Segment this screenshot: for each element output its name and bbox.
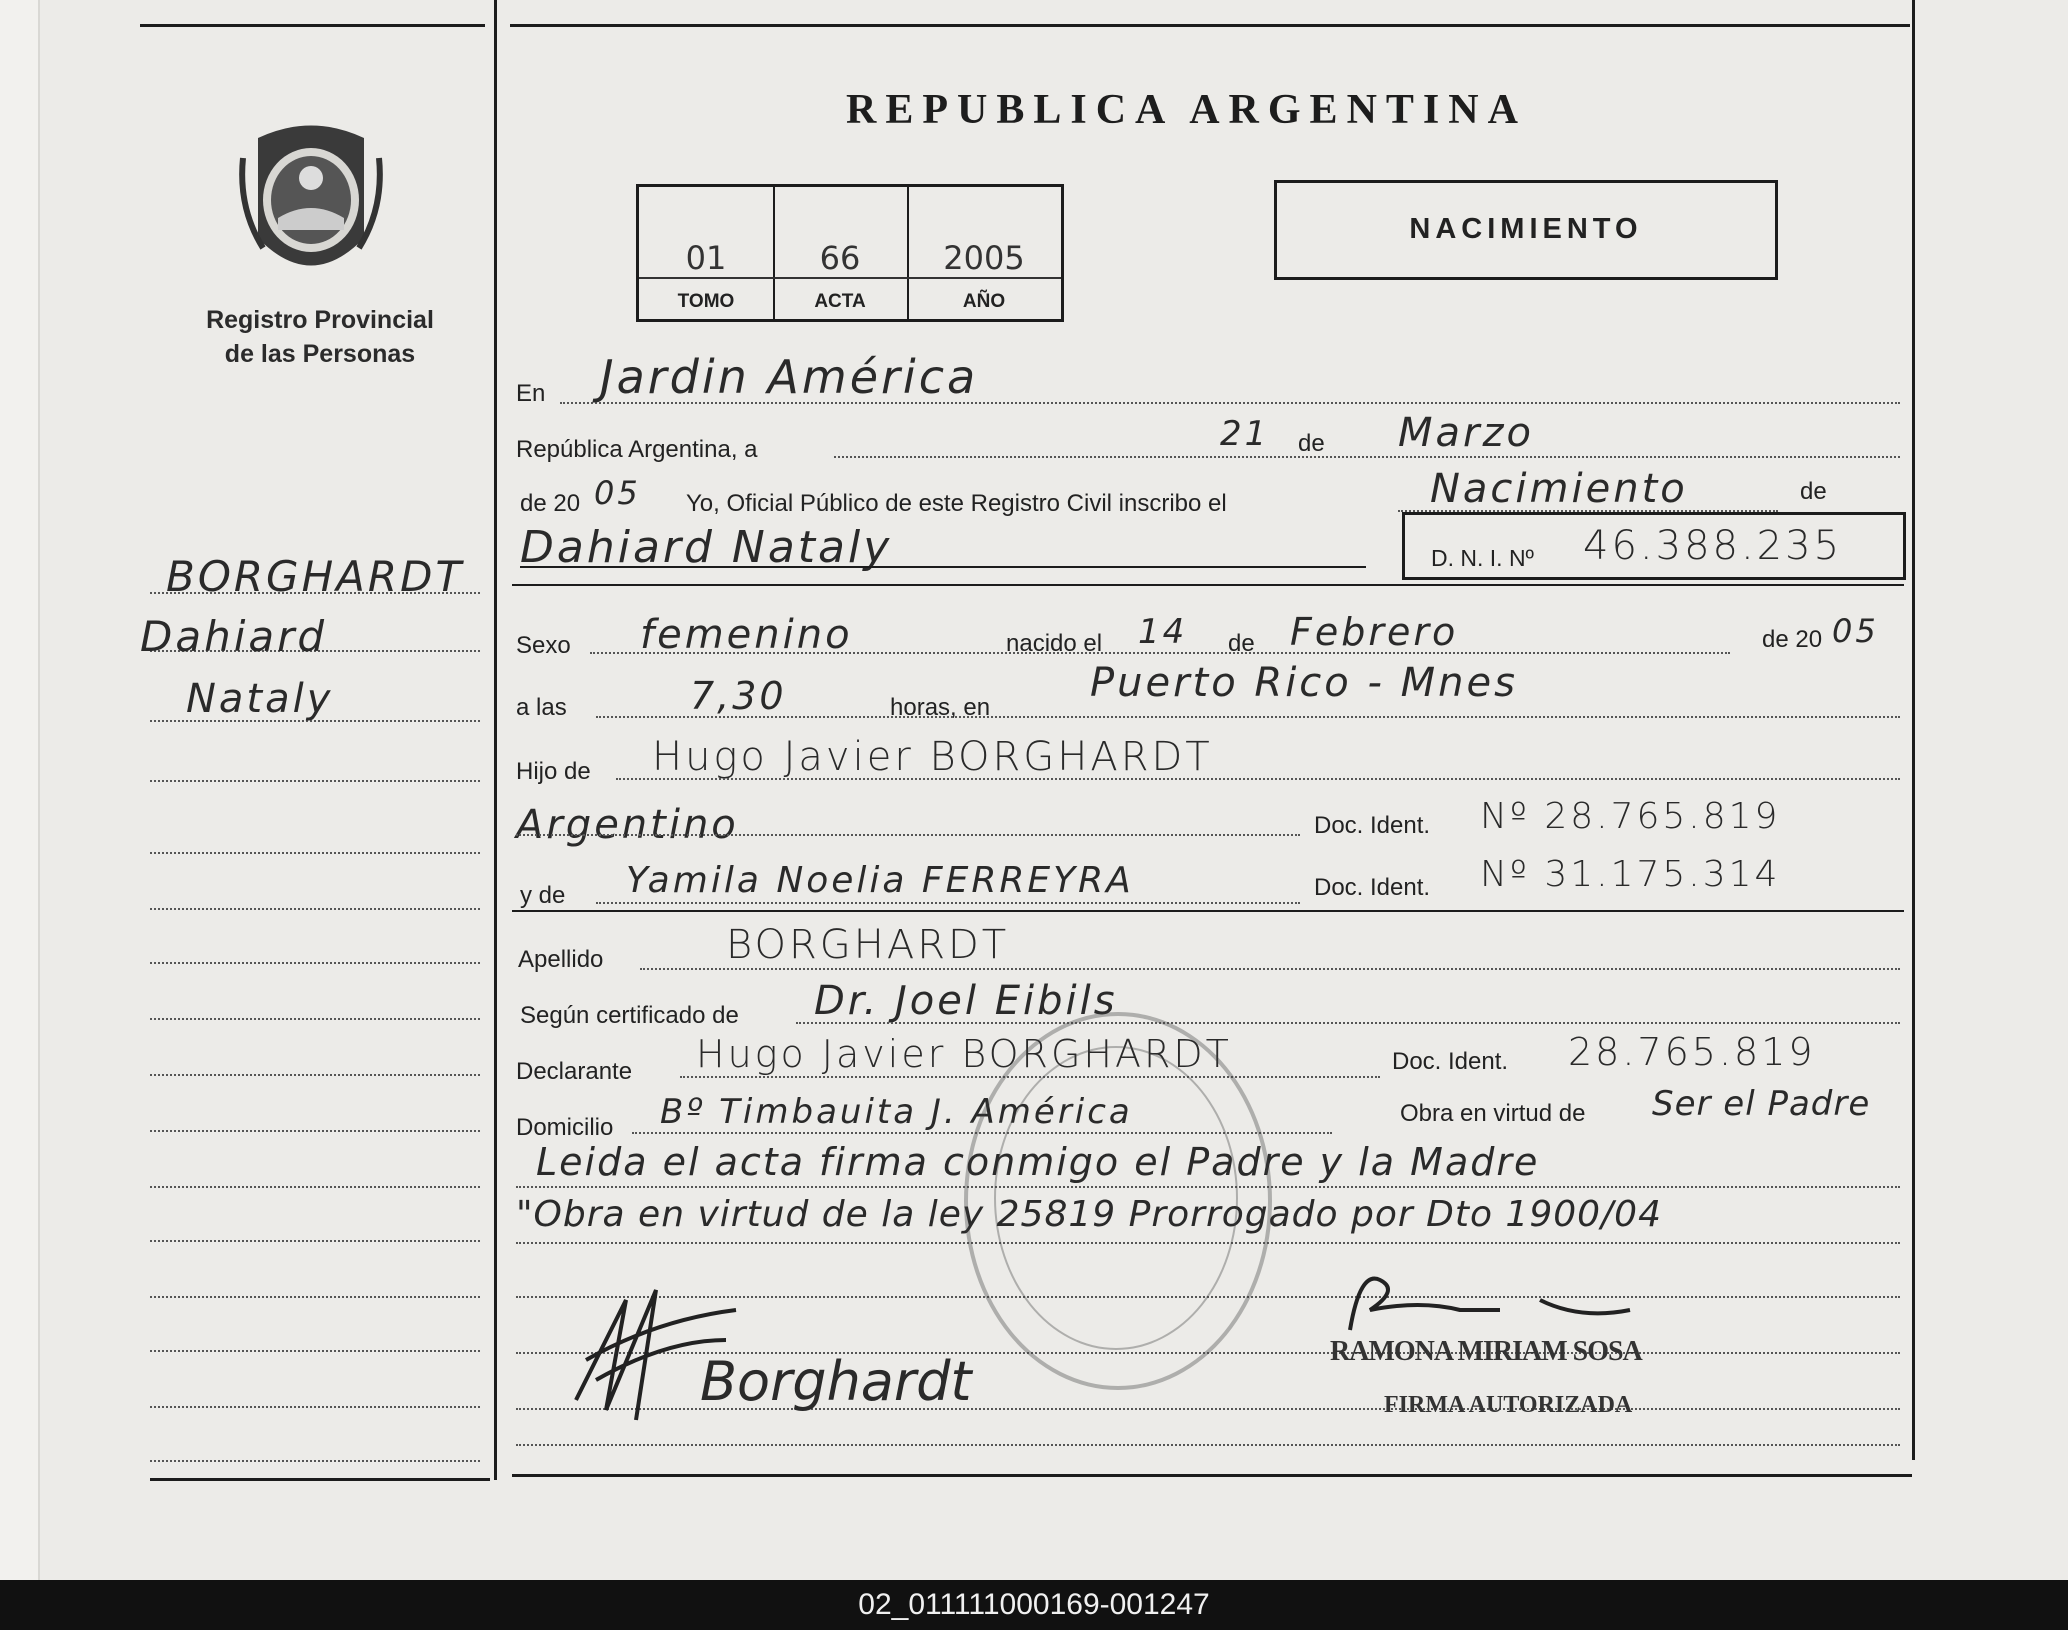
right-border bbox=[1912, 0, 1915, 1460]
side-name2: Nataly bbox=[186, 676, 334, 722]
registry-line1: Registro Provincial bbox=[206, 306, 434, 334]
value-year: 05 bbox=[594, 474, 641, 512]
value-padre: Hugo Javier BORGHARDT bbox=[652, 734, 1213, 780]
label-sexo: Sexo bbox=[516, 632, 571, 659]
value-obra: Ser el Padre bbox=[1652, 1084, 1871, 1124]
value-madre-doc: Nº 31.175.314 bbox=[1480, 854, 1781, 895]
label-de3: de bbox=[1228, 630, 1255, 657]
value-month: Marzo bbox=[1398, 410, 1534, 456]
value-birth-month: Febrero bbox=[1290, 610, 1459, 654]
left-dotted-line bbox=[150, 1240, 480, 1242]
side-surname: BORGHARDT bbox=[166, 552, 465, 601]
type-box bbox=[1274, 180, 1778, 280]
ano-label: AÑO bbox=[962, 291, 1006, 312]
form-dotted-line bbox=[616, 778, 1900, 780]
label-apellido: Apellido bbox=[518, 946, 604, 973]
section-rule bbox=[512, 910, 1904, 912]
label-birth-year: de 20 bbox=[1762, 626, 1823, 653]
value-sexo: femenino bbox=[640, 612, 853, 658]
value-padre-doc: Nº 28.765.819 bbox=[1480, 796, 1781, 837]
left-dotted-line bbox=[150, 1018, 480, 1020]
value-domicilio: Bº Timbauita J. América bbox=[660, 1092, 1133, 1132]
label-year: de 20 bbox=[520, 490, 581, 517]
label-doc-padre: Doc. Ident. bbox=[1314, 812, 1431, 839]
official-signature-icon bbox=[1340, 1270, 1640, 1340]
label-en: En bbox=[516, 380, 546, 407]
label-yo: Yo, Oficial Público de este Registro Civil inscribo el bbox=[686, 490, 1227, 517]
declarante-signature: Borghardt bbox=[700, 1350, 972, 1413]
column-divider bbox=[494, 0, 497, 1480]
label-de2: de bbox=[1800, 478, 1827, 505]
type-box-label: NACIMIENTO bbox=[1409, 213, 1643, 245]
label-doc-madre: Doc. Ident. bbox=[1314, 874, 1431, 901]
section-rule bbox=[512, 584, 1904, 586]
label-doc-declarante: Doc. Ident. bbox=[1392, 1048, 1509, 1075]
left-dotted-line bbox=[150, 1460, 480, 1462]
left-dotted-line bbox=[150, 1350, 480, 1352]
form-dotted-line bbox=[834, 456, 1900, 458]
value-child-name: Dahiard Nataly bbox=[520, 522, 893, 573]
scan-id-footer: 02_011111000169-001247 bbox=[0, 1580, 2068, 1630]
left-dotted-line bbox=[150, 908, 480, 910]
left-dotted-line bbox=[150, 1296, 480, 1298]
note-line2: "Obra en virtud de la ley 25819 Prorrogado por Dto 1900/04 bbox=[516, 1194, 1662, 1235]
value-dni: 46.388.235 bbox=[1583, 523, 1843, 569]
bottom-rule-right bbox=[512, 1474, 1912, 1477]
form-dotted-line bbox=[640, 968, 1900, 970]
value-segun: Dr. Joel Eibils bbox=[814, 978, 1118, 1024]
label-domicilio: Domicilio bbox=[516, 1114, 614, 1141]
form-dotted-line bbox=[596, 902, 1300, 904]
left-dotted-line bbox=[150, 962, 480, 964]
tomo-label: TOMO bbox=[677, 291, 735, 312]
top-rule-left bbox=[140, 24, 485, 27]
label-y-de: y de bbox=[520, 882, 566, 909]
left-dotted-line bbox=[150, 780, 480, 782]
left-dotted-line bbox=[150, 1130, 480, 1132]
label-hijo: Hijo de bbox=[516, 758, 591, 785]
value-inscribo: Nacimiento bbox=[1430, 466, 1688, 512]
left-dotted-line bbox=[150, 1186, 480, 1188]
top-rule-right bbox=[510, 24, 1910, 27]
form-dotted-line bbox=[590, 652, 1730, 654]
value-madre: Yamila Noelia FERREYRA bbox=[626, 860, 1134, 901]
left-dotted-line bbox=[150, 1406, 480, 1408]
label-declarante: Declarante bbox=[516, 1058, 633, 1085]
value-declarante-doc: 28.765.819 bbox=[1568, 1030, 1816, 1074]
value-en: Jardin América bbox=[600, 350, 979, 404]
label-de-month: de bbox=[1298, 430, 1325, 457]
form-dotted-line bbox=[596, 716, 1900, 718]
acta-value: 66 bbox=[773, 239, 907, 279]
side-name1: Dahiard bbox=[140, 612, 328, 661]
official-title: FIRMA AUTORIZADA bbox=[1384, 1392, 1633, 1418]
label-horas-en: horas, en bbox=[890, 694, 991, 721]
acta-label: ACTA bbox=[814, 291, 866, 312]
form-dotted-line bbox=[516, 1444, 1900, 1446]
value-apellido: BORGHARDT bbox=[726, 922, 1010, 968]
value-day: 21 bbox=[1220, 414, 1270, 454]
value-padre-nac: Argentino bbox=[516, 802, 739, 848]
value-lugar: Puerto Rico - Mnes bbox=[1090, 660, 1518, 706]
left-dotted-line bbox=[150, 852, 480, 854]
label-obra: Obra en virtud de bbox=[1400, 1100, 1586, 1127]
bottom-rule-left bbox=[150, 1478, 490, 1481]
official-name: RAMONA MIRIAM SOSA bbox=[1330, 1336, 1642, 1367]
binder-edge bbox=[0, 0, 40, 1580]
value-hora: 7,30 bbox=[690, 674, 787, 718]
left-dotted-line bbox=[150, 1074, 480, 1076]
official-stamp-inner bbox=[994, 1046, 1238, 1350]
dni-box bbox=[1402, 512, 1906, 580]
label-dni: D. N. I. Nº bbox=[1431, 545, 1534, 571]
note-line1: Leida el acta firma conmigo el Padre y la Madre bbox=[536, 1140, 1540, 1184]
tomo-cell bbox=[639, 187, 775, 319]
ano-value: 2005 bbox=[907, 239, 1061, 279]
value-declarante: Hugo Javier BORGHARDT bbox=[696, 1032, 1232, 1076]
ano-cell bbox=[907, 187, 1061, 319]
country-title: REPUBLICA ARGENTINA bbox=[846, 87, 1527, 133]
child-name-rule bbox=[520, 566, 1366, 568]
label-a-las: a las bbox=[516, 694, 567, 721]
label-republica: República Argentina, a bbox=[516, 436, 758, 463]
label-segun: Según certificado de bbox=[520, 1002, 739, 1029]
form-dotted-line bbox=[516, 834, 1300, 836]
value-birth-day: 14 bbox=[1138, 612, 1188, 652]
value-birth-year: 05 bbox=[1832, 612, 1879, 650]
label-nacido: nacido el bbox=[1006, 630, 1103, 657]
record-box bbox=[636, 184, 1064, 322]
province-seal-icon bbox=[238, 118, 384, 282]
registry-line2: de las Personas bbox=[224, 340, 416, 368]
tomo-value: 01 bbox=[639, 239, 773, 279]
acta-cell bbox=[773, 187, 909, 319]
form-dotted-line bbox=[796, 1022, 1900, 1024]
